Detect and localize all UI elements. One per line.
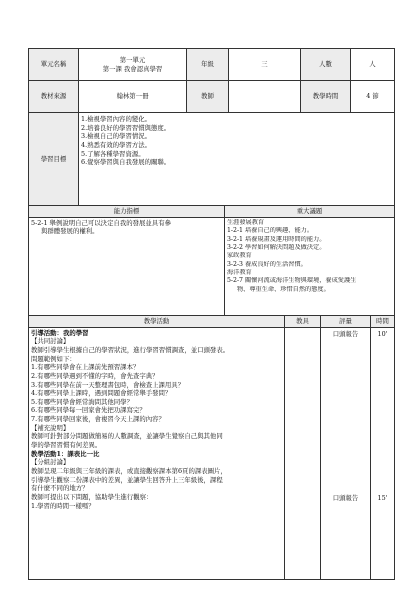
indicator-line: 5-2-1 舉例說明自己可以決定自我的發展並具有參 xyxy=(31,218,171,227)
eval-item-1: 口頭報告 xyxy=(332,329,359,338)
activity-line: 1.學習的時間一樣嗎？ xyxy=(31,501,95,510)
activity-line: 6.有哪些同學每一回家會先把功課寫完？ xyxy=(31,406,146,415)
col-aids: 教具 xyxy=(285,316,321,328)
activity-line: 有什麼不同的地方？ xyxy=(31,484,89,493)
issue-line: 3-2-3 養成良好的生活習慣。 xyxy=(227,260,307,268)
issue-line: 3-2-2 學習如何解決問題及做決定。 xyxy=(227,243,326,251)
activity-content xyxy=(29,327,285,579)
activity-line: 2.有哪些同學遇到不懂的字時，會先查字典？ xyxy=(31,371,159,380)
source-value: 翰林第一冊 xyxy=(79,81,187,113)
activity-line: 【分組討論】 xyxy=(31,458,70,467)
col-activity: 教學活動 xyxy=(29,316,285,328)
activity-line: 教師可提出以下問題，協助學生進行觀察： xyxy=(31,492,153,501)
goal-item: 5.了解各種學習資源。 xyxy=(81,149,145,158)
issue-line: 物、尊重生命、珍惜自然的態度。 xyxy=(237,285,330,293)
issue-line: 5-2-7 關懷河流或海洋生物與環境，養成愛護生 xyxy=(227,277,357,285)
unit-line2: 第一課 我會認真學習 xyxy=(102,64,163,73)
goals-label: 學習目標 xyxy=(29,113,79,206)
header-table xyxy=(28,48,395,206)
activity-line: 【共同討論】 xyxy=(31,337,70,346)
aids-cell xyxy=(285,327,321,579)
teacher-label: 教師 xyxy=(187,81,229,113)
time-cell xyxy=(371,327,395,579)
grade-label: 年級 xyxy=(187,49,229,81)
time-label: 教學時間 xyxy=(301,81,351,113)
activity-line: 教師呈現二年級與三年級的課表，或直接觀察課本第6頁的課表圖片， xyxy=(31,466,227,475)
issue-line: 1-2-1 培養自己的興趣、能力。 xyxy=(227,227,314,235)
issues-header: 重大議題 xyxy=(225,206,395,218)
eval-item-2: 口頭報告 xyxy=(332,494,359,503)
eval-cell xyxy=(321,327,371,579)
grade-value: 三 xyxy=(229,49,301,81)
activity-line: 教師引導學生根據自己的學習狀況，進行學習習慣調查，並口頭發表。 xyxy=(31,345,230,354)
activity-line: 4.有哪些同學上課時，遇到問題會經常舉手發問？ xyxy=(31,389,172,398)
count-label: 人數 xyxy=(301,49,351,81)
activity-line: 問題範例如下： xyxy=(31,354,76,363)
goal-item: 6.覺察學習與自我發展的關聯。 xyxy=(81,158,171,167)
source-label: 教材來源 xyxy=(29,81,79,113)
time-item-2: 15' xyxy=(377,494,388,503)
activity-line: 引導學生觀察二份課表中的差異，並讓學生回答升上三年級後，課程 xyxy=(31,475,223,484)
issue-line: 海洋教育 xyxy=(227,269,252,276)
activity-line: 【補充說明】 xyxy=(31,423,70,432)
goal-item: 3.檢視自己的學習情況。 xyxy=(81,132,152,141)
unit-label: 單元名稱 xyxy=(29,49,79,81)
unit-name xyxy=(79,49,187,81)
activity-line: 1.有哪些同學會在上課前先預習課本？ xyxy=(31,363,140,372)
indicator-cell xyxy=(29,217,225,315)
goal-item: 4.熟悉有效的學習方法。 xyxy=(81,140,152,149)
issue-line: 3-2-1 培養規畫及運用時間的能力。 xyxy=(227,235,326,243)
activity-heading: 教學活動1：課表比一比 xyxy=(31,449,100,458)
lesson-plan-page xyxy=(28,48,394,580)
indicators-table xyxy=(28,205,395,316)
indicators-header: 能力指標 xyxy=(29,206,225,218)
time-item-1: 10' xyxy=(377,329,388,338)
issues-cell xyxy=(225,217,395,315)
activity-line: 5.有哪些同學會經常詢問其他同學？ xyxy=(31,397,133,406)
col-time: 時間 xyxy=(371,316,395,328)
activity-line: 學的學習習慣有何差異。 xyxy=(31,441,102,450)
teacher-value xyxy=(229,81,301,113)
goal-item: 1.檢視學習內容的變化。 xyxy=(81,115,152,123)
count-unit: 人 xyxy=(351,49,395,81)
issue-line: 生涯發展教育 xyxy=(227,218,265,226)
time-value: 4 節 xyxy=(351,81,395,113)
activity-line: 3.有哪些同學在前一天整理書包時，會檢查上課用具？ xyxy=(31,380,185,389)
issue-line: 家政教育 xyxy=(227,252,252,260)
goal-item: 2.培養良好的學習習慣與態度。 xyxy=(81,123,171,132)
activity-heading: 引導活動：我的學習 xyxy=(31,328,89,337)
col-eval: 評量 xyxy=(321,316,371,328)
unit-line1: 第一單元 xyxy=(119,55,146,64)
indicator-line: 與群體發展的權利。 xyxy=(41,227,99,236)
activity-line: 教師可針對部分問題做簡易的人數調查，並讓學生覺察自己與其他同 xyxy=(31,432,223,441)
activity-line: 7.有哪些同學回家後，會複習今天上課的內容？ xyxy=(31,415,165,424)
goals-list xyxy=(79,113,395,206)
activity-table xyxy=(28,315,395,580)
